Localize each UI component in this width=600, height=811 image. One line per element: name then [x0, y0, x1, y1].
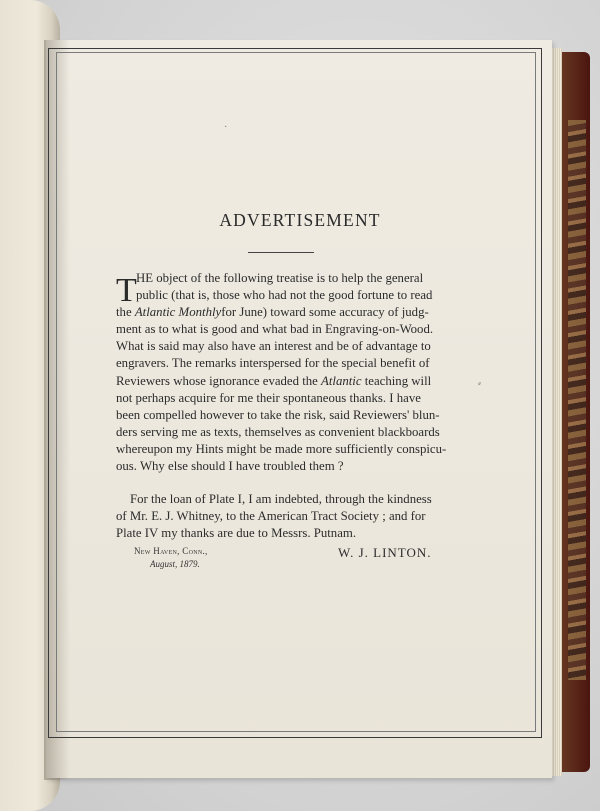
- text-line: For the loan of Plate I, I am indebted, through the kindness: [130, 492, 432, 506]
- ink-speck: ·: [224, 122, 228, 133]
- text-line: not perhaps acquire for me their spontaneous thanks. I have: [116, 390, 421, 405]
- text-line: HE object of the following treatise is to help the general: [136, 271, 424, 285]
- drop-cap: T: [116, 272, 137, 309]
- text-line: ment as to what is good and what bad in Engraving-on-Wood.: [116, 322, 434, 337]
- text-line: ders serving me as texts, themselves as convenient blackboards: [116, 424, 440, 439]
- marbled-edge: [568, 120, 586, 680]
- ink-mark: ⸗: [478, 378, 481, 388]
- date-line: August, 1879.: [150, 559, 200, 569]
- heading-rule: [248, 252, 314, 253]
- author-signature: W. J. LINTON.: [338, 545, 432, 560]
- text-line: What is said may also have an interest and be of advantage to: [116, 339, 431, 354]
- paragraph-acknowledgement: [116, 491, 454, 542]
- page-heading: ADVERTISEMENT: [219, 210, 381, 230]
- text-line: the Atlantic Monthly for June) toward some accuracy of judg-: [116, 304, 454, 321]
- text-line: Plate IV my thanks are due to Messrs. Putnam.: [116, 526, 357, 541]
- text-line: whereupon my Hints might be made more sufficiently conspicu-: [116, 441, 447, 456]
- paragraph-main: [116, 270, 454, 475]
- text-line: engravers. The remarks interspersed for the special benefit of: [116, 356, 430, 371]
- text-line: of Mr. E. J. Whitney, to the American Tract Society ; and for: [116, 509, 426, 524]
- italic-title: Atlantic Monthly: [134, 305, 222, 320]
- italic-title: Atlantic: [321, 373, 362, 388]
- text-line: ous. Why else should I have troubled them ?: [116, 459, 344, 474]
- place-line: New Haven, Conn.,: [134, 546, 208, 556]
- text-line: been compelled however to take the risk, said Reviewers' blun-: [116, 407, 440, 422]
- text-line: public (that is, those who had not the good fortune to read: [136, 288, 433, 303]
- text-line: Reviewers whose ignorance evaded the Atlantic teaching will: [116, 373, 454, 390]
